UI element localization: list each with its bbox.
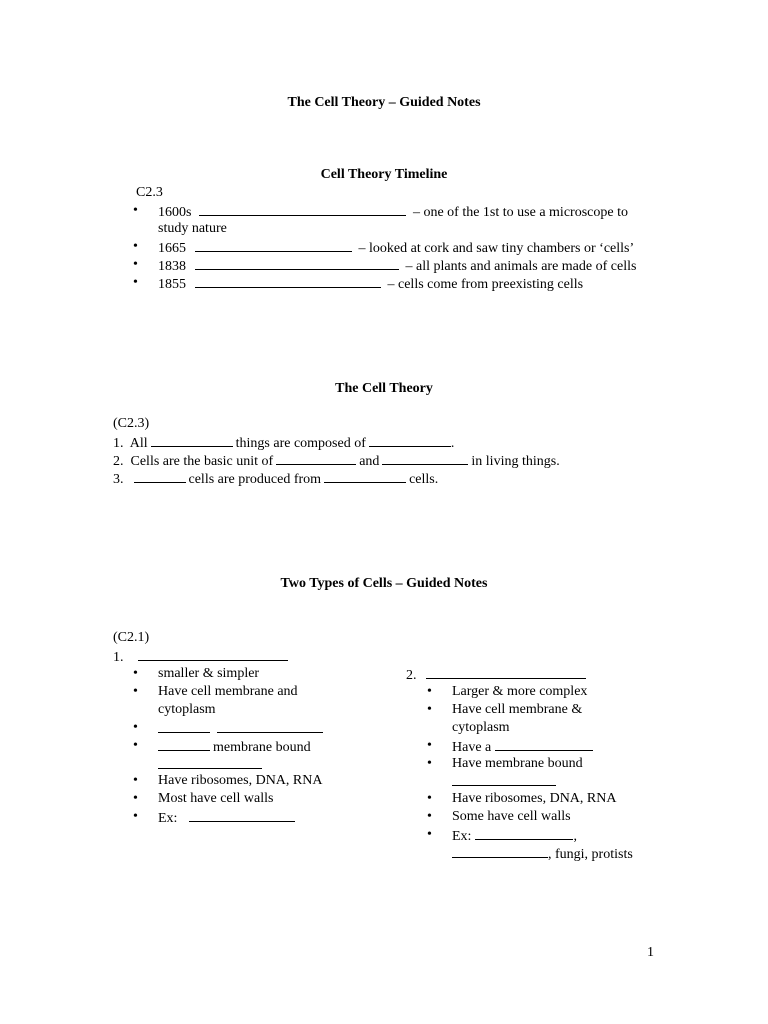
list-item: smaller & simpler — [158, 666, 260, 681]
answer-blank[interactable] — [134, 469, 186, 483]
bullet: • — [133, 809, 138, 824]
bullet: • — [133, 239, 138, 254]
answer-blank[interactable] — [151, 433, 233, 447]
list-item — [452, 737, 596, 757]
list-item — [158, 737, 311, 757]
timeline-year: 1600s — [158, 205, 192, 220]
list-item-cont: cytoplasm — [452, 720, 510, 735]
list-item: Have cell membrane & — [452, 702, 583, 717]
answer-blank[interactable] — [452, 844, 548, 858]
answer-blank[interactable] — [195, 274, 381, 288]
answer-blank[interactable] — [195, 238, 352, 252]
bullet: • — [133, 257, 138, 272]
item-text: Cells are the basic unit of — [130, 454, 274, 469]
answer-blank[interactable] — [138, 647, 288, 661]
bullet: • — [133, 738, 138, 753]
bullet: • — [133, 720, 138, 735]
types-heading: Two Types of Cells – Guided Notes — [280, 576, 488, 591]
list-item: Larger & more complex — [452, 684, 588, 699]
timeline-year: 1855 — [158, 277, 186, 292]
item-text: Have a — [452, 740, 492, 755]
bullet: • — [427, 738, 432, 753]
item-text: things are composed of — [235, 436, 366, 451]
list-item — [158, 719, 326, 739]
list-item: Have ribosomes, DNA, RNA — [158, 773, 323, 788]
page-title: The Cell Theory – Guided Notes — [287, 95, 481, 110]
timeline-text: – all plants and animals are made of cells — [405, 259, 637, 274]
item-text: Ex: — [158, 811, 178, 826]
bullet: • — [427, 809, 432, 824]
bullet: • — [133, 275, 138, 290]
answer-blank[interactable] — [369, 433, 451, 447]
timeline-year: 1665 — [158, 241, 186, 256]
list-item: Most have cell walls — [158, 791, 274, 806]
list-item — [158, 202, 628, 222]
list-item: Have cell membrane and — [158, 684, 298, 699]
bullet: • — [427, 756, 432, 771]
list-item — [452, 826, 577, 846]
answer-blank[interactable] — [217, 719, 323, 733]
list-item: Have membrane bound — [452, 756, 583, 771]
bullet: • — [133, 773, 138, 788]
bullet: • — [427, 791, 432, 806]
answer-blank[interactable] — [158, 719, 210, 733]
item-text: membrane bound — [213, 740, 311, 755]
answer-blank[interactable] — [158, 755, 262, 769]
answer-blank[interactable] — [276, 451, 356, 465]
list-item — [113, 433, 454, 453]
item-number: 1. — [113, 436, 124, 451]
answer-blank[interactable] — [189, 808, 295, 822]
bullet: • — [133, 203, 138, 218]
list-item-cont — [452, 772, 559, 792]
list-item-cont — [452, 844, 633, 864]
answer-blank[interactable] — [158, 737, 210, 751]
timeline-text-cont: study nature — [158, 221, 227, 236]
item-text: in living things. — [471, 454, 560, 469]
list-item — [158, 256, 636, 276]
types-code: (C2.1) — [113, 630, 150, 645]
list-item — [133, 202, 138, 220]
item-number: 1. — [113, 650, 124, 665]
answer-blank[interactable] — [452, 772, 556, 786]
list-item — [158, 238, 634, 258]
item-text: . — [450, 436, 455, 451]
bullet: • — [133, 666, 138, 681]
answer-blank[interactable] — [324, 469, 406, 483]
answer-blank[interactable] — [382, 451, 468, 465]
list-item — [158, 274, 583, 294]
item-number: 2. — [113, 454, 124, 469]
bullet: • — [427, 684, 432, 699]
column-heading — [113, 647, 291, 667]
theory-heading: The Cell Theory — [335, 381, 433, 396]
column-heading — [406, 665, 589, 685]
answer-blank[interactable] — [199, 202, 406, 216]
answer-blank[interactable] — [475, 826, 573, 840]
timeline-heading: Cell Theory Timeline — [320, 167, 448, 182]
list-item: Some have cell walls — [452, 809, 571, 824]
timeline-code: C2.3 — [136, 185, 163, 200]
item-text: , fungi, protists — [548, 847, 633, 862]
list-item — [113, 451, 560, 471]
bullet: • — [427, 702, 432, 717]
item-number: 3. — [113, 472, 124, 487]
timeline-text: – cells come from preexisting cells — [387, 277, 584, 292]
item-text: and — [359, 454, 380, 469]
page-number: 1 — [647, 945, 654, 960]
bullet: • — [133, 791, 138, 806]
bullet: • — [427, 827, 432, 842]
list-item — [158, 808, 298, 828]
timeline-text: – one of the 1st to use a microscope to — [412, 205, 628, 220]
timeline-year: 1838 — [158, 259, 186, 274]
list-item — [113, 469, 438, 489]
answer-blank[interactable] — [195, 256, 399, 270]
item-text: cells. — [409, 472, 439, 487]
answer-blank[interactable] — [426, 665, 586, 679]
item-text: cells are produced from — [188, 472, 322, 487]
list-item: Have ribosomes, DNA, RNA — [452, 791, 617, 806]
bullet: • — [133, 684, 138, 699]
list-item-cont: cytoplasm — [158, 702, 216, 717]
item-text: , — [573, 829, 577, 844]
theory-code: (C2.3) — [113, 416, 150, 431]
answer-blank[interactable] — [495, 737, 593, 751]
timeline-text: – looked at cork and saw tiny chambers or ‘cells’ — [358, 241, 635, 256]
item-number: 2. — [406, 668, 417, 683]
item-text: Ex: — [452, 829, 472, 844]
item-text: All — [129, 436, 148, 451]
